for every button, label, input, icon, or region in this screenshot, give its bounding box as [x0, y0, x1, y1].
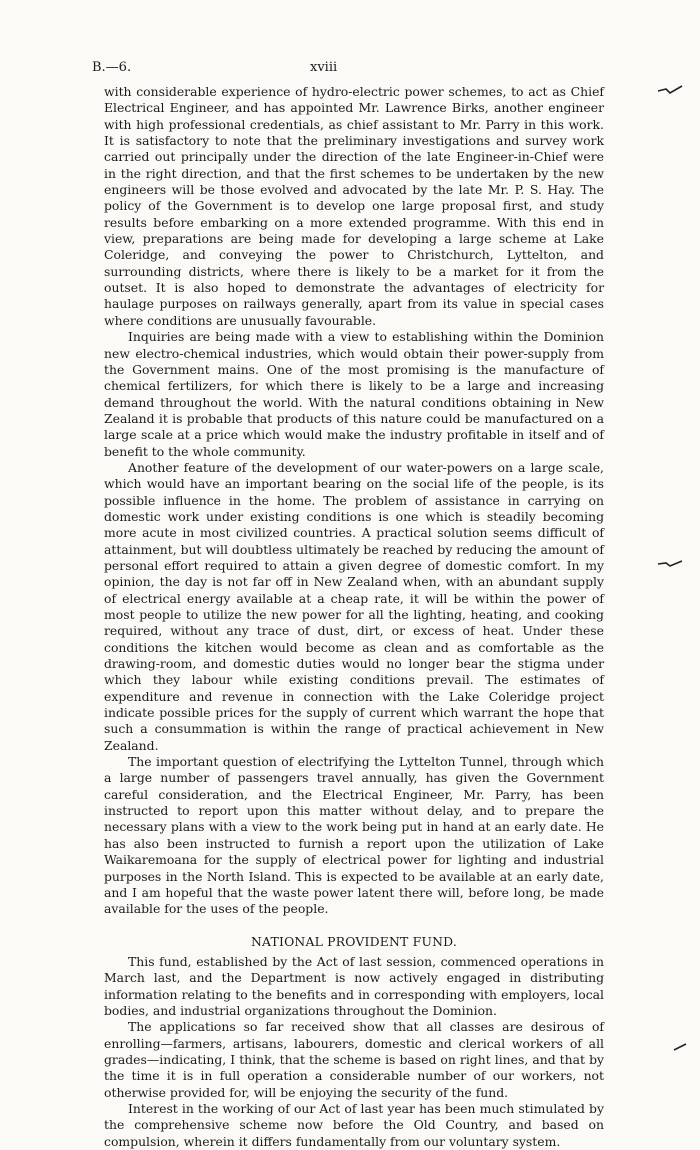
paragraph-interest: Interest in the working of our Act of last year has been much stimulated by the comprehensive scheme now before the Old Country, and based on compulsion, wherein it differs fundamentally from our voluntary system. — [104, 1100, 604, 1149]
margin-tick-mark — [656, 556, 684, 570]
paragraph-lyttelton-tunnel: The important question of electrifying the Lyttelton Tunnel, through which a large number of passengers travel annually, has given the Government careful consideration, and the Electrical Engineer, Mr. Parry, has been instructed to report upon this matter without delay, and to prepare the necessary plans with a view to the work being put in hand at an early date. He has also been instructed to furnish a report upon the utilization of Lake Waikaremoana for the supply of electrical power for lighting and industrial purposes in the North Island. This is expected to be available at an early date, and I am hopeful that the waste power latent there will, before long, be made available for the uses of the people. — [104, 754, 604, 917]
body-text — [104, 84, 604, 1150]
section-heading: NATIONAL PROVIDENT FUND. — [251, 933, 457, 949]
margin-tick-mark — [656, 82, 684, 96]
paragraph-continued: with considerable experience of hydro-electric power schemes, to act as Chief Electrical Engineer, and has appointed Mr. Lawrence Birks, another engineer with high professional credentials, as chief assistant to Mr. Parry in this work. It is satisfactory to note that the preliminary investigations and survey work carried out principally under the direction of the late Engineer-in-Chief were in the right direction, and that the first schemes to be undertaken by the new engineers will be those evolved and advocated by the late Mr. P. S. Hay. The policy of the Government is to develop one large proposal first, and study results before embarking on a more extended programme. With this end in view, preparations are being made for developing a large scheme at Lake Coleridge, and conveying the power to Christchurch, Lyttelton, and surrounding districts, where there is likely to be a market for it from the outset. It is also hoped to demonstrate the advantages of electricity for haulage purposes on railways generally, apart from its value in special cases where conditions are unusually favourable. — [104, 84, 604, 328]
page-number: xviii — [310, 60, 338, 75]
page-header — [0, 60, 700, 82]
paragraph-applications: The applications so far received show that all classes are desirous of enrolling—farmers, artisans, labourers, domestic and clerical workers of all grades—indicating, I think, that the scheme is based on right lines, and that by the time it is in full operation a considerable number of our workers, not otherwise provided for, will be enjoying the security of the fund. — [104, 1019, 604, 1100]
paragraph-electro-chemical: Inquiries are being made with a view to establishing within the Dominion new electro-chemical industries, which would obtain their power-supply from the Government mains. One of the most promising is the manufacture of chemical fertilizers, for which there is likely to be a large and increasing demand throughout the world. With the natural conditions obtaining in New Zealand it is probable that products of this nature could be manufactured on a large scale at a price which would make the industry profitable in itself and of benefit to the whole community. — [104, 329, 604, 459]
paragraph-fund-established: This fund, established by the Act of last session, commenced operations in March last, and the Department is now actively engaged in distributing information relating to the benefits and in corresponding with employers, local bodies, and industrial organizations throughout the Dominion. — [104, 953, 604, 1018]
report-reference: B.—6. — [92, 60, 132, 75]
paragraph-domestic: Another feature of the development of our water-powers on a large scale, which would have an important bearing on the social life of the people, is its possible influence in the home. The problem of assistance in carrying on domestic work under existing conditions is one which is steadily becoming more acute in most civilized countries. A practical solution seems difficult of attainment, but will doubtless ultimately be reached by reducing the amount of personal effort required to attain a given degree of domestic comfort. In my opinion, the day is not far off in New Zealand when, with an abundant supply of electrical energy available at a cheap rate, it will be within the power of most people to utilize the new power for all the lighting, heating, and cooking required, without any trace of dust, dirt, or excess of heat. Under these conditions the kitchen would become as clean and as comfortable as the drawing-room, and domestic duties would no longer bear the stigma under which they labour while existing conditions prevail. The estimates of expenditure and revenue in connection with the Lake Coleridge project indicate possible prices for the supply of current which warrant the hope that such a consummation is within the range of practical achievement in New Zealand. — [104, 459, 604, 753]
margin-tick-mark — [672, 1040, 700, 1054]
